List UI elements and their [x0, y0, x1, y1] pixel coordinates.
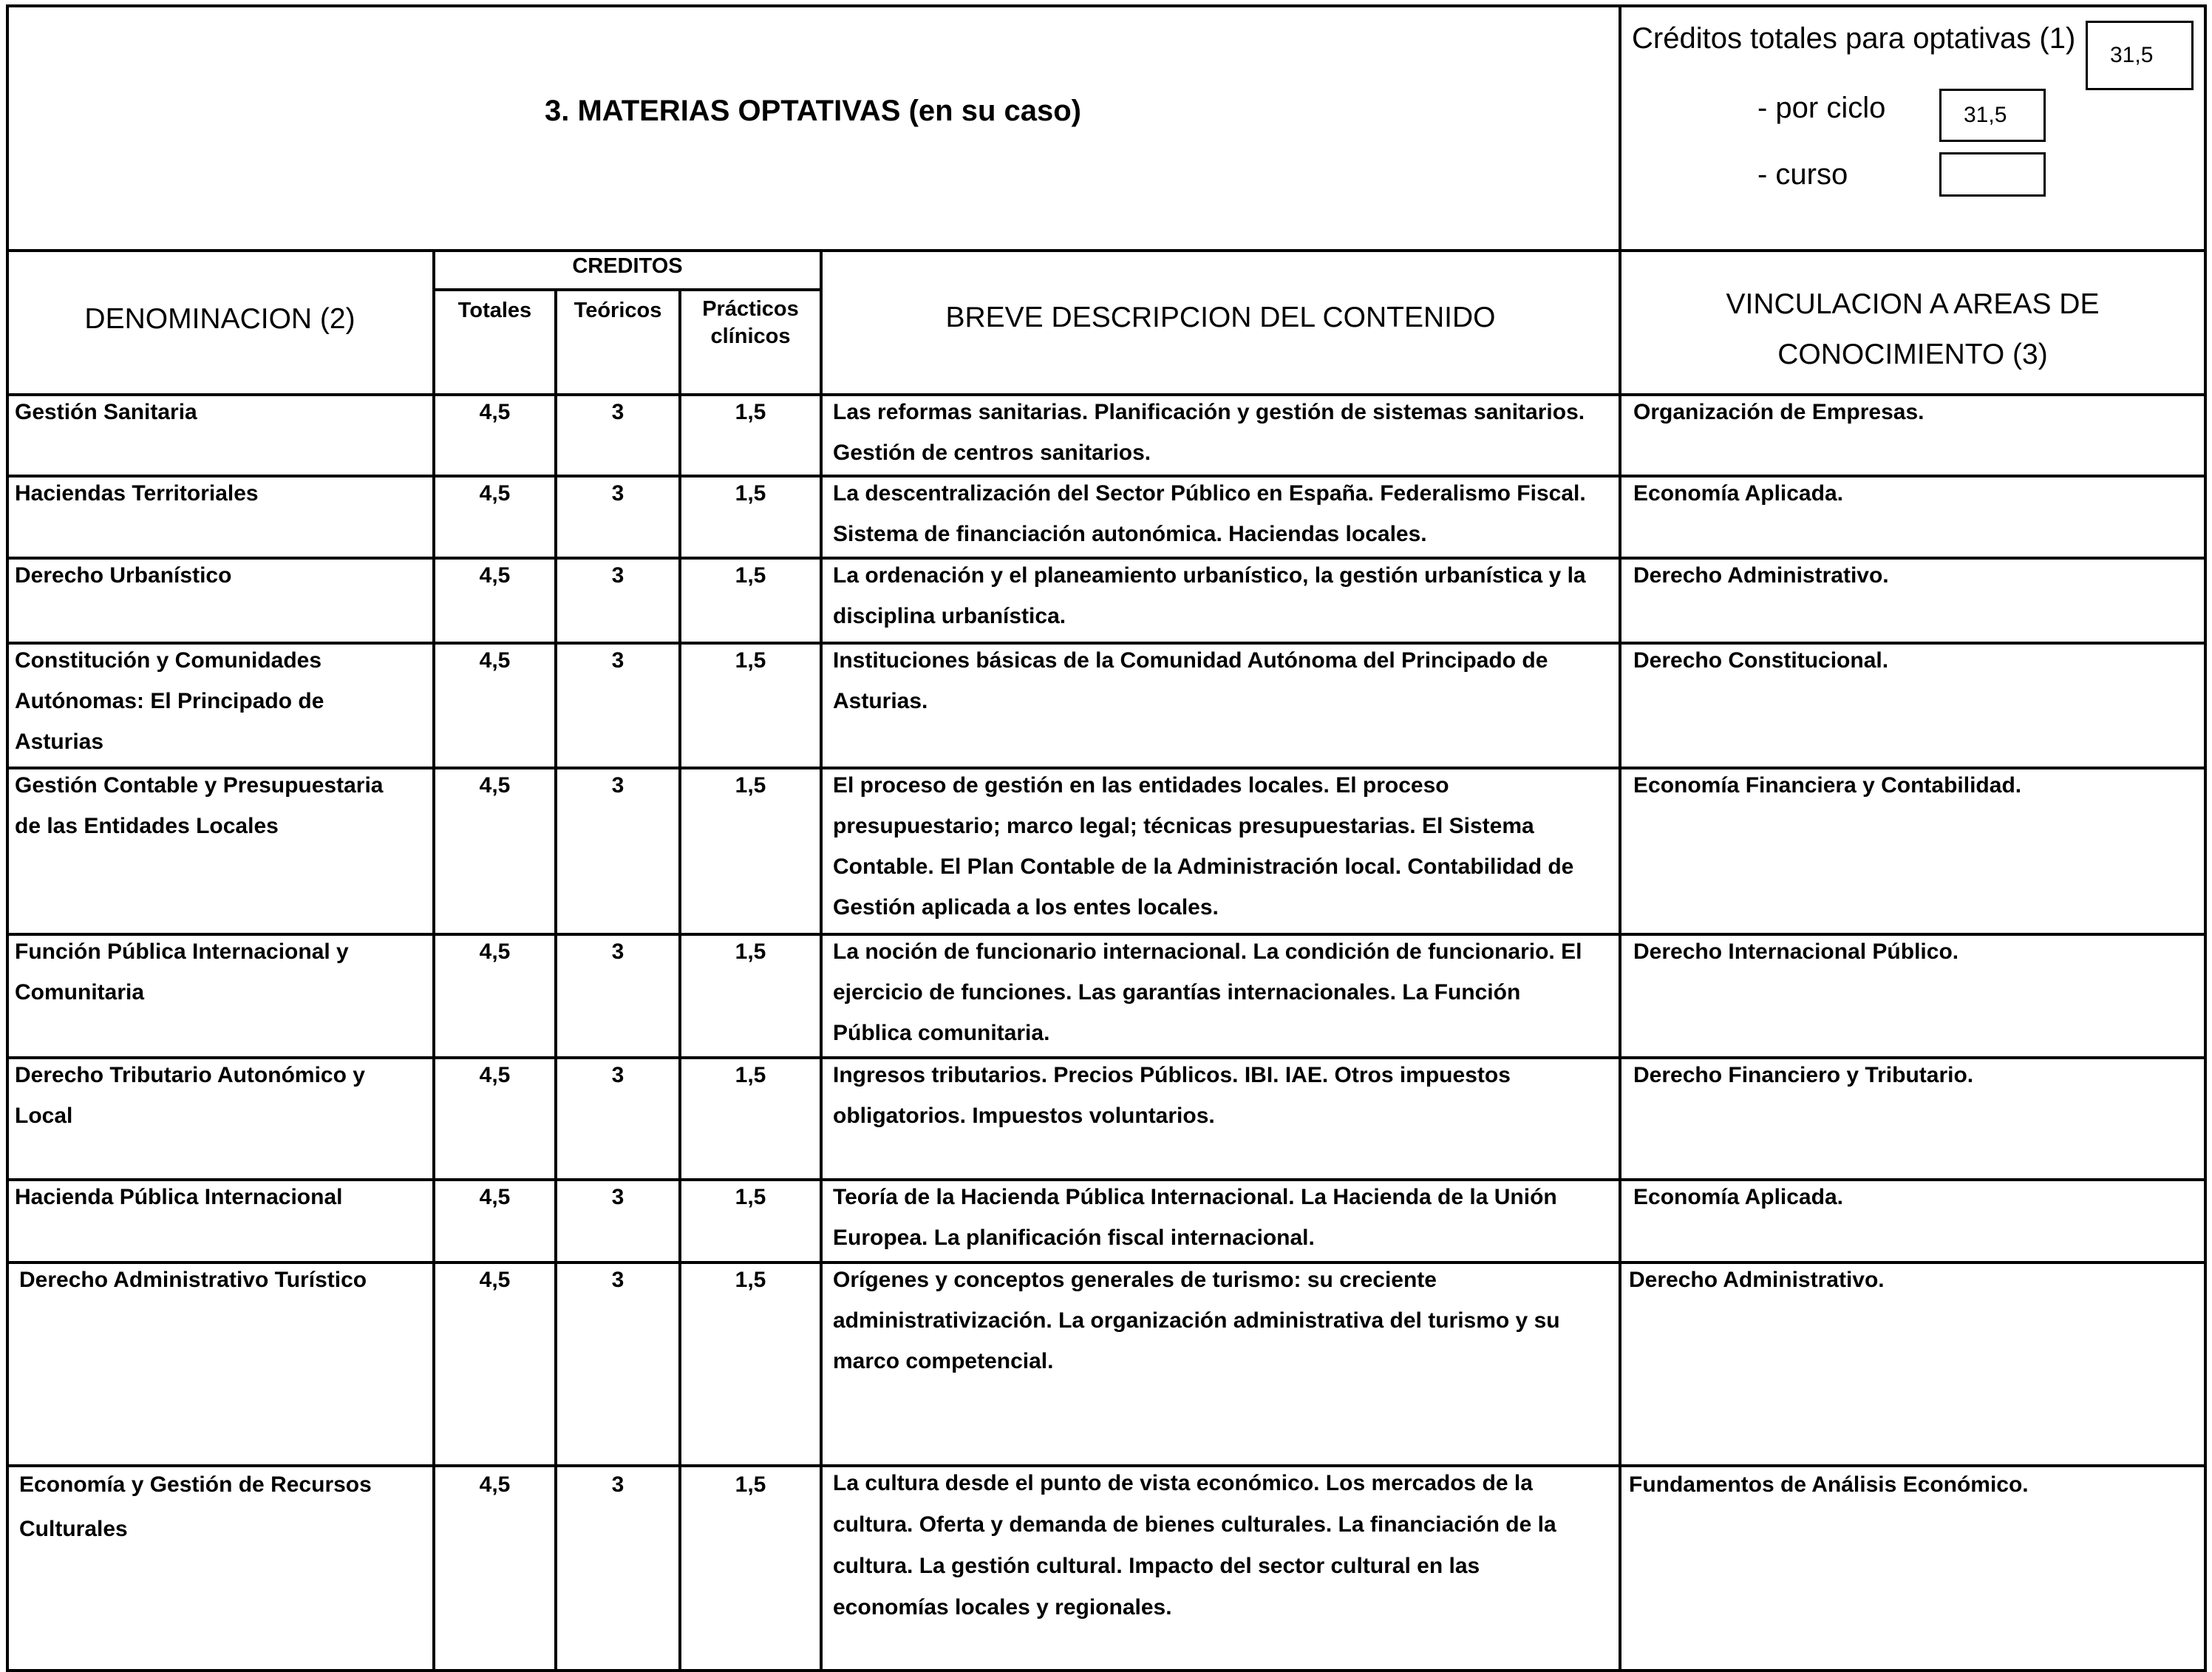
denominacion-line: Derecho Urbanístico: [15, 563, 232, 588]
practicos-cell: 1,5: [735, 1472, 766, 1497]
descripcion-cell: [833, 555, 1616, 636]
curso-box: [1939, 152, 2046, 197]
totales-cell: 4,5: [479, 773, 511, 798]
teoricos-cell: 3: [611, 1063, 625, 1087]
totales-cell: 4,5: [479, 400, 511, 424]
denominacion-line: Haciendas Territoriales: [15, 481, 259, 506]
descripcion-line: obligatorios. Impuestos voluntarios.: [833, 1104, 1215, 1128]
descripcion-line: ejercicio de funciones. Las garantías internacionales. La Función: [833, 980, 1521, 1005]
descripcion-column-divider: [820, 251, 823, 1671]
descripcion-line: Asturias.: [833, 689, 928, 713]
bottom-border: [6, 1669, 2207, 1672]
practicos-cell: 1,5: [735, 939, 766, 964]
descripcion-cell: [833, 765, 1616, 928]
vinculacion-header-line2: CONOCIMIENTO (3): [1777, 339, 2048, 370]
teoricos-cell: 3: [611, 1268, 625, 1292]
denominacion-cell: [15, 640, 429, 762]
vinculacion-cell: Derecho Financiero y Tributario.: [1633, 1063, 1974, 1087]
vinculacion-cell: Derecho Constitucional.: [1633, 648, 1889, 673]
teoricos-cell: 3: [611, 400, 625, 424]
denominacion-cell: [15, 392, 429, 432]
totales-cell: 4,5: [479, 1063, 511, 1087]
descripcion-line: El proceso de gestión en las entidades locales. El proceso: [833, 773, 1449, 798]
teoricos-cell: 3: [611, 563, 625, 588]
creditos-header: CREDITOS: [572, 254, 683, 278]
denominacion-cell: [15, 473, 429, 514]
descripcion-line: marco competencial.: [833, 1349, 1054, 1373]
curso-label: - curso: [1757, 158, 1848, 191]
teoricos-cell: 3: [611, 773, 625, 798]
descripcion-line: La cultura desde el punto de vista económico. Los mercados de la: [833, 1471, 1533, 1495]
denominacion-line: Autónomas: El Principado de: [15, 689, 324, 713]
descripcion-line: La descentralización del Sector Público en España. Federalismo Fiscal.: [833, 481, 1586, 506]
practicos-cell: 1,5: [735, 1063, 766, 1087]
descripcion-line: Contable. El Plan Contable de la Administración local. Contabilidad de: [833, 854, 1574, 879]
teoricos-cell: 3: [611, 939, 625, 964]
descripcion-line: Teoría de la Hacienda Pública Internacional. La Hacienda de la Unión: [833, 1185, 1557, 1209]
totales-cell: 4,5: [479, 648, 511, 673]
total-credits-box: [2086, 21, 2194, 90]
teoricos-cell: 3: [611, 481, 625, 506]
vinculacion-cell: Derecho Internacional Público.: [1633, 939, 1959, 964]
practicos-header-line1: Prácticos: [702, 297, 799, 321]
practicos-cell: 1,5: [735, 481, 766, 506]
denominacion-line: Comunitaria: [15, 980, 145, 1005]
descripcion-line: Gestión aplicada a los entes locales.: [833, 895, 1219, 920]
vinculacion-cell: Organización de Empresas.: [1633, 400, 1925, 424]
totales-cell: 4,5: [479, 481, 511, 506]
totales-header: Totales: [457, 299, 532, 322]
header-bottom-border: [6, 249, 2207, 252]
descripcion-line: cultura. La gestión cultural. Impacto del sector cultural en las: [833, 1554, 1480, 1578]
denominacion-line: Asturias: [15, 730, 104, 754]
denominacion-cell: [15, 1177, 429, 1217]
descripcion-line: Las reformas sanitarias. Planificación y gestión de sistemas sanitarios.: [833, 400, 1585, 424]
descripcion-cell: [833, 1260, 1616, 1382]
denominacion-cell: [15, 765, 429, 846]
practicos-cell: 1,5: [735, 563, 766, 588]
denominacion-line: Derecho Tributario Autonómico y: [15, 1063, 365, 1087]
descripcion-line: Europea. La planificación fiscal internacional.: [833, 1226, 1315, 1250]
descripcion-cell: [833, 931, 1616, 1053]
vinculacion-cell: Economía Financiera y Contabilidad.: [1633, 773, 2022, 798]
practicos-cell: 1,5: [735, 1185, 766, 1209]
descripcion-line: presupuestario; marco legal; técnicas presupuestarias. El Sistema: [833, 814, 1534, 838]
practicos-cell: 1,5: [735, 400, 766, 424]
vinculacion-cell: Derecho Administrativo.: [1629, 1268, 1885, 1292]
por-ciclo-value: 31,5: [1964, 103, 2007, 127]
denominacion-cell: [15, 931, 429, 1013]
por-ciclo-box: [1939, 89, 2046, 142]
denominacion-cell: [15, 555, 429, 596]
descripcion-cell: [833, 392, 1616, 473]
descripcion-line: Gestión de centros sanitarios.: [833, 441, 1151, 465]
practicos-cell: 1,5: [735, 1268, 766, 1292]
descripcion-line: La ordenación y el planeamiento urbanístico, la gestión urbanística y la: [833, 563, 1586, 588]
practicos-cell: 1,5: [735, 648, 766, 673]
descripcion-cell: [833, 1177, 1616, 1258]
denominacion-line: Economía y Gestión de Recursos: [19, 1472, 372, 1497]
descripcion-cell: [833, 640, 1616, 721]
denominacion-line: Función Pública Internacional y: [15, 939, 349, 964]
totales-cell: 4,5: [479, 1472, 511, 1497]
denominacion-line: Constitución y Comunidades: [15, 648, 322, 673]
descripcion-line: Orígenes y conceptos generales de turismo: su creciente: [833, 1268, 1437, 1292]
vinculacion-cell: Economía Aplicada.: [1633, 481, 1843, 506]
total-credits-value: 31,5: [2110, 43, 2154, 67]
left-border: [6, 4, 9, 1671]
top-border: [6, 4, 2207, 7]
creditos-header-underline: [432, 288, 821, 291]
denominacion-line: Gestión Contable y Presupuestaria: [15, 773, 384, 798]
vinculacion-cell: Derecho Administrativo.: [1633, 563, 1889, 588]
descripcion-line: Sistema de financiación autonómica. Haciendas locales.: [833, 522, 1427, 546]
denominacion-line: Culturales: [19, 1517, 128, 1541]
vinculacion-column-divider: [1619, 4, 1621, 1671]
right-border: [2204, 4, 2207, 1671]
teoricos-cell: 3: [611, 1472, 625, 1497]
descripcion-header: BREVE DESCRIPCION DEL CONTENIDO: [945, 302, 1496, 333]
denominacion-header: DENOMINACION (2): [84, 303, 355, 335]
denominacion-line: Gestión Sanitaria: [15, 400, 197, 424]
denominacion-cell: [19, 1260, 429, 1300]
denominacion-cell: [15, 1055, 429, 1136]
totales-cell: 4,5: [479, 939, 511, 964]
descripcion-line: La noción de funcionario internacional. La condición de funcionario. El: [833, 939, 1582, 964]
vinculacion-cell: Fundamentos de Análisis Económico.: [1629, 1472, 2029, 1497]
descripcion-cell: [833, 473, 1616, 554]
totales-cell: 4,5: [479, 1185, 511, 1209]
descripcion-cell: [833, 1055, 1616, 1136]
descripcion-line: economías locales y regionales.: [833, 1595, 1172, 1620]
vinculacion-cell: Economía Aplicada.: [1633, 1185, 1843, 1209]
descripcion-line: cultura. Oferta y demanda de bienes culturales. La financiación de la: [833, 1512, 1556, 1537]
descripcion-line: Ingresos tributarios. Precios Públicos. IBI. IAE. Otros impuestos: [833, 1063, 1511, 1087]
teoricos-header: Teóricos: [574, 299, 662, 322]
descripcion-line: Instituciones básicas de la Comunidad Autónoma del Principado de: [833, 648, 1548, 673]
practicos-cell: 1,5: [735, 773, 766, 798]
total-credits-label: Créditos totales para optativas (1): [1632, 22, 2076, 55]
totales-cell: 4,5: [479, 563, 511, 588]
descripcion-cell: [833, 1463, 1616, 1628]
section-title: 3. MATERIAS OPTATIVAS (en su caso): [544, 95, 1081, 127]
vinculacion-header-line1: VINCULACION A AREAS DE: [1726, 288, 2100, 320]
teoricos-cell: 3: [611, 1185, 625, 1209]
descripcion-line: Pública comunitaria.: [833, 1021, 1050, 1045]
denominacion-line: Derecho Administrativo Turístico: [19, 1268, 367, 1292]
teoricos-cell: 3: [611, 648, 625, 673]
denominacion-cell: [19, 1463, 429, 1552]
totales-cell: 4,5: [479, 1268, 511, 1292]
descripcion-line: administrativización. La organización administrativa del turismo y su: [833, 1308, 1560, 1333]
denominacion-line: Hacienda Pública Internacional: [15, 1185, 343, 1209]
denominacion-line: Local: [15, 1104, 73, 1128]
por-ciclo-label: - por ciclo: [1757, 92, 1886, 124]
denominacion-line: de las Entidades Locales: [15, 814, 279, 838]
practicos-header-line2: clínicos: [710, 324, 791, 348]
descripcion-line: disciplina urbanística.: [833, 604, 1066, 628]
